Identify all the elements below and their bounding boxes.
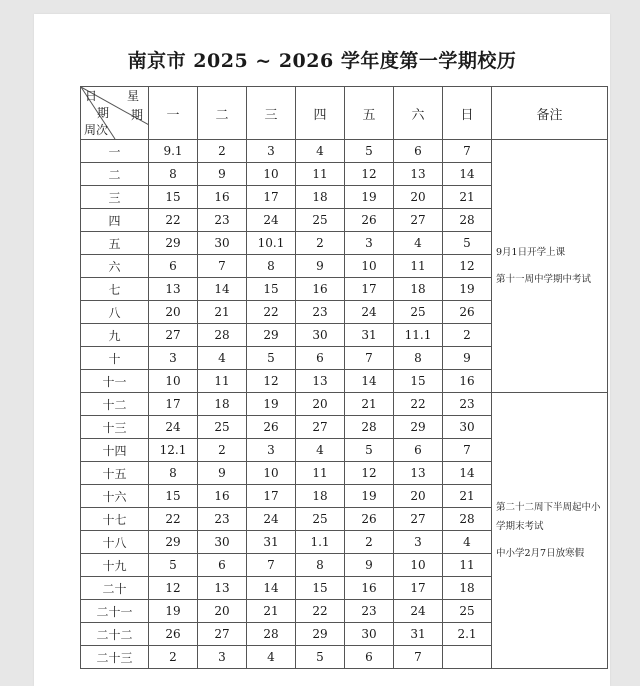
date-cell-wed: 19	[247, 393, 296, 416]
date-cell-wed: 8	[247, 255, 296, 278]
date-cell-mon: 15	[149, 485, 198, 508]
date-cell-thu: 22	[296, 600, 345, 623]
date-cell-thu: 18	[296, 186, 345, 209]
date-cell-tue: 30	[198, 531, 247, 554]
date-cell-mon: 6	[149, 255, 198, 278]
date-cell-mon: 29	[149, 531, 198, 554]
date-cell-mon: 19	[149, 600, 198, 623]
date-cell-mon: 12	[149, 577, 198, 600]
date-cell-mon: 10	[149, 370, 198, 393]
date-cell-sun: 9	[443, 347, 492, 370]
week-number-cell: 二	[81, 163, 149, 186]
date-cell-sat: 6	[394, 140, 443, 163]
date-cell-fri: 10	[345, 255, 394, 278]
date-cell-sat: 18	[394, 278, 443, 301]
date-cell-mon: 5	[149, 554, 198, 577]
date-cell-wed: 12	[247, 370, 296, 393]
date-cell-thu: 27	[296, 416, 345, 439]
date-cell-tue: 2	[198, 140, 247, 163]
header-row	[81, 87, 608, 140]
date-cell-tue: 21	[198, 301, 247, 324]
date-cell-fri: 17	[345, 278, 394, 301]
day-header-tue: 二	[198, 87, 247, 140]
date-cell-fri: 30	[345, 623, 394, 646]
date-cell-sun: 16	[443, 370, 492, 393]
date-cell-thu: 5	[296, 646, 345, 669]
date-cell-thu: 23	[296, 301, 345, 324]
date-cell-mon: 17	[149, 393, 198, 416]
date-cell-wed: 10	[247, 462, 296, 485]
week-number-cell: 九	[81, 324, 149, 347]
date-cell-fri: 12	[345, 163, 394, 186]
date-cell-sat: 22	[394, 393, 443, 416]
date-cell-tue: 30	[198, 232, 247, 255]
date-cell-thu: 4	[296, 140, 345, 163]
week-number-cell: 十四	[81, 439, 149, 462]
week-number-cell: 十六	[81, 485, 149, 508]
week-number-cell: 十	[81, 347, 149, 370]
date-cell-wed: 10.1	[247, 232, 296, 255]
date-cell-tue: 23	[198, 508, 247, 531]
date-cell-tue: 4	[198, 347, 247, 370]
date-cell-tue: 6	[198, 554, 247, 577]
date-cell-wed: 10	[247, 163, 296, 186]
date-cell-sun	[443, 646, 492, 669]
date-cell-mon: 8	[149, 163, 198, 186]
date-cell-tue: 20	[198, 600, 247, 623]
date-cell-thu: 20	[296, 393, 345, 416]
date-cell-sat: 13	[394, 462, 443, 485]
date-cell-wed: 7	[247, 554, 296, 577]
date-cell-fri: 2	[345, 531, 394, 554]
date-cell-wed: 31	[247, 531, 296, 554]
date-cell-fri: 7	[345, 347, 394, 370]
week-number-cell: 八	[81, 301, 149, 324]
corner-label-qi-right: 期	[131, 108, 144, 122]
remark-note: 9月1日开学上课	[496, 247, 566, 258]
date-cell-thu: 30	[296, 324, 345, 347]
date-cell-mon: 26	[149, 623, 198, 646]
corner-label-zhouci: 周次	[84, 123, 109, 137]
date-cell-sun: 21	[443, 186, 492, 209]
date-cell-wed: 29	[247, 324, 296, 347]
date-cell-tue: 11	[198, 370, 247, 393]
week-number-cell: 二十三	[81, 646, 149, 669]
date-cell-thu: 6	[296, 347, 345, 370]
week-number-cell: 十二	[81, 393, 149, 416]
date-cell-thu: 18	[296, 485, 345, 508]
date-cell-fri: 5	[345, 140, 394, 163]
date-cell-sat: 27	[394, 209, 443, 232]
date-cell-sun: 12	[443, 255, 492, 278]
date-cell-sun: 28	[443, 209, 492, 232]
date-cell-fri: 19	[345, 186, 394, 209]
remark-note: 第二十二周下半周起中小学期末考试	[496, 502, 601, 532]
date-cell-fri: 12	[345, 462, 394, 485]
date-cell-mon: 22	[149, 508, 198, 531]
date-cell-tue: 16	[198, 485, 247, 508]
date-cell-thu: 11	[296, 462, 345, 485]
date-cell-sat: 7	[394, 646, 443, 669]
date-cell-sun: 25	[443, 600, 492, 623]
date-cell-fri: 21	[345, 393, 394, 416]
date-cell-wed: 15	[247, 278, 296, 301]
day-header-fri: 五	[345, 87, 394, 140]
date-cell-sat: 31	[394, 623, 443, 646]
date-cell-mon: 29	[149, 232, 198, 255]
date-cell-sun: 14	[443, 163, 492, 186]
week-number-cell: 十三	[81, 416, 149, 439]
date-cell-thu: 4	[296, 439, 345, 462]
date-cell-mon: 24	[149, 416, 198, 439]
date-cell-mon: 2	[149, 646, 198, 669]
date-cell-thu: 8	[296, 554, 345, 577]
date-cell-mon: 27	[149, 324, 198, 347]
date-cell-sat: 20	[394, 485, 443, 508]
date-cell-thu: 29	[296, 623, 345, 646]
date-cell-mon: 15	[149, 186, 198, 209]
date-cell-sun: 21	[443, 485, 492, 508]
date-cell-tue: 16	[198, 186, 247, 209]
date-cell-sun: 7	[443, 439, 492, 462]
date-cell-fri: 9	[345, 554, 394, 577]
date-cell-sun: 23	[443, 393, 492, 416]
school-calendar-table	[80, 86, 608, 669]
date-cell-fri: 23	[345, 600, 394, 623]
date-cell-tue: 14	[198, 278, 247, 301]
date-cell-wed: 3	[247, 439, 296, 462]
date-cell-sat: 10	[394, 554, 443, 577]
remark-note: 中小学2月7日放寒假	[496, 548, 585, 559]
date-cell-tue: 3	[198, 646, 247, 669]
date-cell-sun: 2.1	[443, 623, 492, 646]
week-number-cell: 四	[81, 209, 149, 232]
week-number-cell: 十五	[81, 462, 149, 485]
date-cell-sun: 19	[443, 278, 492, 301]
date-cell-fri: 19	[345, 485, 394, 508]
date-cell-fri: 16	[345, 577, 394, 600]
date-cell-wed: 26	[247, 416, 296, 439]
date-cell-wed: 17	[247, 186, 296, 209]
date-cell-mon: 9.1	[149, 140, 198, 163]
date-cell-mon: 22	[149, 209, 198, 232]
calendar-sheet	[34, 14, 610, 686]
page-title: 南京市 2025 ~ 2026 学年度第一学期校历	[127, 50, 517, 72]
date-cell-sun: 2	[443, 324, 492, 347]
corner-label-xing: 星	[127, 89, 140, 103]
date-cell-wed: 28	[247, 623, 296, 646]
date-cell-tue: 9	[198, 163, 247, 186]
date-cell-thu: 9	[296, 255, 345, 278]
date-cell-tue: 23	[198, 209, 247, 232]
week-number-cell: 十九	[81, 554, 149, 577]
date-cell-thu: 2	[296, 232, 345, 255]
remark-note: 第十一周中学期中考试	[496, 274, 592, 285]
date-cell-wed: 21	[247, 600, 296, 623]
date-cell-thu: 1.1	[296, 531, 345, 554]
week-number-cell: 二十	[81, 577, 149, 600]
date-cell-sun: 18	[443, 577, 492, 600]
date-cell-mon: 13	[149, 278, 198, 301]
date-cell-fri: 24	[345, 301, 394, 324]
date-cell-sat: 27	[394, 508, 443, 531]
day-header-thu: 四	[296, 87, 345, 140]
date-cell-thu: 13	[296, 370, 345, 393]
date-cell-tue: 27	[198, 623, 247, 646]
date-cell-wed: 24	[247, 209, 296, 232]
week-number-cell: 十七	[81, 508, 149, 531]
date-cell-tue: 7	[198, 255, 247, 278]
remarks-header: 备注	[492, 87, 608, 140]
date-cell-sun: 26	[443, 301, 492, 324]
date-cell-tue: 9	[198, 462, 247, 485]
date-cell-mon: 3	[149, 347, 198, 370]
date-cell-mon: 20	[149, 301, 198, 324]
date-cell-wed: 5	[247, 347, 296, 370]
date-cell-wed: 14	[247, 577, 296, 600]
date-cell-wed: 4	[247, 646, 296, 669]
date-cell-sat: 13	[394, 163, 443, 186]
date-cell-wed: 24	[247, 508, 296, 531]
week-row	[81, 393, 608, 416]
day-header-wed: 三	[247, 87, 296, 140]
calendar-body	[81, 140, 608, 669]
date-cell-fri: 26	[345, 209, 394, 232]
week-number-cell: 十一	[81, 370, 149, 393]
week-number-cell: 五	[81, 232, 149, 255]
date-cell-sat: 24	[394, 600, 443, 623]
date-cell-fri: 14	[345, 370, 394, 393]
date-cell-sat: 25	[394, 301, 443, 324]
date-cell-sun: 14	[443, 462, 492, 485]
date-cell-sun: 30	[443, 416, 492, 439]
day-header-sat: 六	[394, 87, 443, 140]
date-cell-sat: 20	[394, 186, 443, 209]
remarks-cell-term-start	[492, 140, 608, 393]
week-number-cell: 二十二	[81, 623, 149, 646]
day-header-sun: 日	[443, 87, 492, 140]
week-number-cell: 十八	[81, 531, 149, 554]
corner-label-ri: 日	[85, 89, 98, 103]
date-cell-tue: 28	[198, 324, 247, 347]
date-cell-thu: 11	[296, 163, 345, 186]
week-number-cell: 七	[81, 278, 149, 301]
date-cell-wed: 17	[247, 485, 296, 508]
corner-header-cell	[81, 87, 149, 140]
week-number-cell: 二十一	[81, 600, 149, 623]
date-cell-sat: 4	[394, 232, 443, 255]
week-row	[81, 140, 608, 163]
date-cell-fri: 28	[345, 416, 394, 439]
date-cell-sat: 11.1	[394, 324, 443, 347]
date-cell-mon: 12.1	[149, 439, 198, 462]
date-cell-tue: 25	[198, 416, 247, 439]
date-cell-thu: 25	[296, 209, 345, 232]
week-number-cell: 三	[81, 186, 149, 209]
date-cell-sun: 4	[443, 531, 492, 554]
date-cell-fri: 5	[345, 439, 394, 462]
date-cell-wed: 22	[247, 301, 296, 324]
date-cell-sat: 8	[394, 347, 443, 370]
date-cell-tue: 18	[198, 393, 247, 416]
date-cell-sun: 11	[443, 554, 492, 577]
date-cell-sun: 28	[443, 508, 492, 531]
date-cell-sat: 29	[394, 416, 443, 439]
week-number-cell: 六	[81, 255, 149, 278]
date-cell-thu: 16	[296, 278, 345, 301]
date-cell-fri: 26	[345, 508, 394, 531]
remarks-cell-final-exam	[492, 393, 608, 669]
date-cell-wed: 3	[247, 140, 296, 163]
date-cell-thu: 15	[296, 577, 345, 600]
date-cell-tue: 2	[198, 439, 247, 462]
date-cell-sat: 15	[394, 370, 443, 393]
day-header-mon: 一	[149, 87, 198, 140]
date-cell-sun: 7	[443, 140, 492, 163]
date-cell-tue: 13	[198, 577, 247, 600]
date-cell-sat: 17	[394, 577, 443, 600]
date-cell-sat: 6	[394, 439, 443, 462]
date-cell-fri: 3	[345, 232, 394, 255]
date-cell-sat: 11	[394, 255, 443, 278]
date-cell-fri: 6	[345, 646, 394, 669]
date-cell-sat: 3	[394, 531, 443, 554]
week-number-cell: 一	[81, 140, 149, 163]
date-cell-fri: 31	[345, 324, 394, 347]
date-cell-thu: 25	[296, 508, 345, 531]
corner-label-qi-left: 期	[97, 106, 110, 120]
date-cell-mon: 8	[149, 462, 198, 485]
date-cell-sun: 5	[443, 232, 492, 255]
